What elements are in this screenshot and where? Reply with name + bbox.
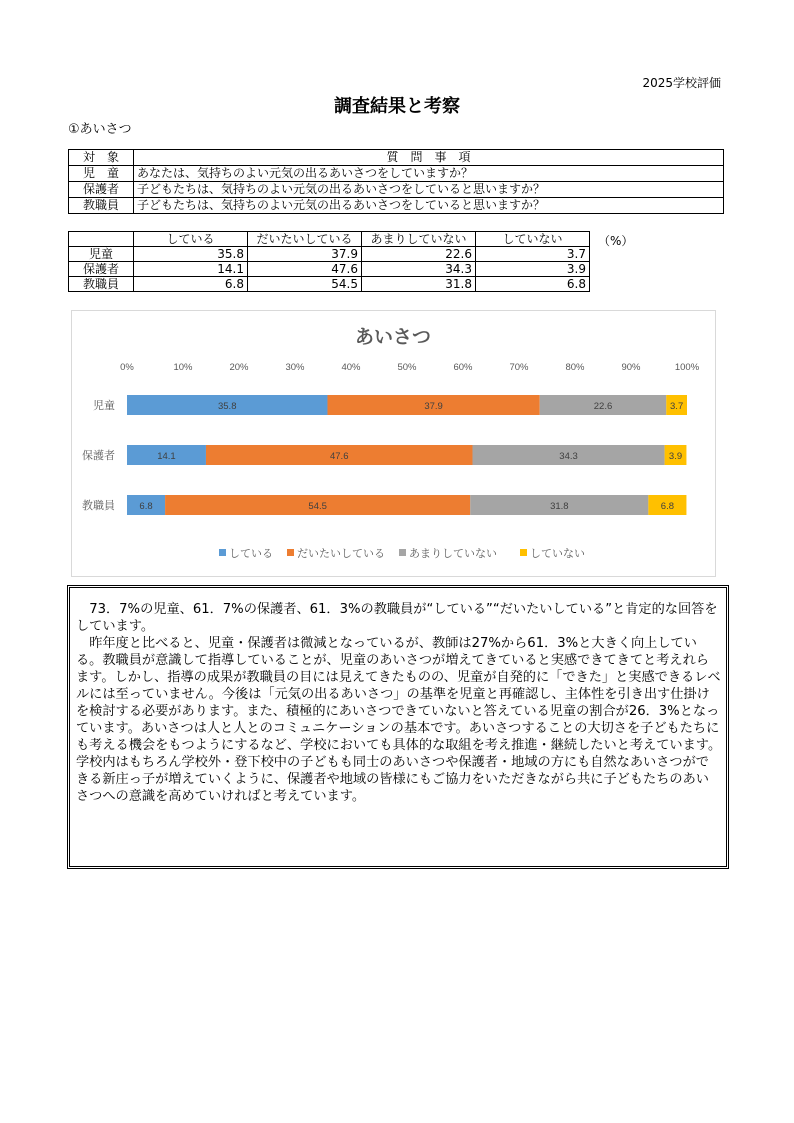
legend-swatch bbox=[520, 549, 527, 556]
x-tick-label: 20% bbox=[229, 362, 249, 373]
value-cell: 54.5 bbox=[248, 277, 362, 292]
x-tick-label: 0% bbox=[120, 362, 134, 373]
data-label: 31.8 bbox=[550, 501, 569, 512]
question-target: 教職員 bbox=[69, 198, 134, 214]
results-corner bbox=[69, 232, 134, 247]
x-tick-label: 90% bbox=[621, 362, 641, 373]
column-header: あまりしていない bbox=[362, 232, 476, 247]
data-label: 22.6 bbox=[593, 401, 613, 412]
question-text: 子どもたちは、気持ちのよい元気の出るあいさつをしていると思いますか？ bbox=[134, 182, 724, 198]
legend-label: していない bbox=[530, 548, 585, 560]
legend-swatch bbox=[399, 549, 406, 556]
category-label: 保護者 bbox=[82, 450, 115, 462]
unit-label: （%） bbox=[598, 234, 634, 248]
discussion-paragraph: 73．7%の児童、61．7%の保護者、61．3%の教職員が“している”“だいたいしている”と肯定的な回答をしています。 bbox=[76, 602, 718, 634]
data-label: 6.8 bbox=[139, 501, 153, 512]
legend-label: あまりしていない bbox=[409, 548, 497, 560]
stacked-bar-chart bbox=[72, 311, 715, 576]
row-label: 保護者 bbox=[69, 262, 134, 277]
legend-swatch bbox=[287, 549, 294, 556]
question-row bbox=[69, 198, 724, 214]
data-label: 14.1 bbox=[157, 451, 176, 462]
question-row bbox=[69, 166, 724, 182]
chart-area bbox=[71, 310, 716, 577]
x-tick-label: 10% bbox=[173, 362, 193, 373]
legend-swatch bbox=[219, 549, 226, 556]
x-tick-label: 70% bbox=[509, 362, 529, 373]
x-tick-label: 80% bbox=[565, 362, 585, 373]
results-row bbox=[69, 277, 590, 292]
data-label: 6.8 bbox=[660, 501, 675, 512]
legend-label: だいたいしている bbox=[297, 548, 385, 560]
value-cell: 22.6 bbox=[362, 247, 476, 262]
results-row bbox=[69, 247, 590, 262]
data-label: 35.8 bbox=[217, 401, 237, 412]
row-label: 児童 bbox=[69, 247, 134, 262]
discussion-paragraph: 昨年度と比べると、児童・保護者は微減となっているが、教師は27%から61．3%と大きく向上している。教職員が意識して指導していることが、児童のあいさつが増えてきていると実感できてきてと考えれらます。しかし、指導の成果が教職員の目には見えてきたものの、児童が自発的に「できた」と実感できるレベルには至っていません。今後は「元気の出るあいさつ」の基準を児童と再確認し、主体性を引き出す仕掛けを検討する必要があります。また、積極的にあいさつできていないと答えている児童の割合が26．3%となっています。あいさつは人と人とのコミュニケーションの基本です。あいさつすることの大切さを子どもたちにも考える機会をもつようにするなど、学校においても具体的な取組を考え推進・継続したいと考えています。学校内はもちろん学校外・登下校中の子どもも同士のあいさつや保護者・地域の方にも自然なあいさつができる新庄っ子が増えていくように、保護者や地域の皆様にもご協力をいただきながら共に子どもたちのあいさつへの意識を高めていければと考えています。 bbox=[76, 636, 722, 804]
data-label: 34.3 bbox=[559, 451, 578, 462]
x-tick-label: 40% bbox=[341, 362, 361, 373]
discussion-box bbox=[67, 585, 729, 869]
section-heading: ①あいさつ bbox=[68, 122, 132, 137]
value-cell: 6.8 bbox=[476, 277, 590, 292]
x-tick-label: 30% bbox=[285, 362, 305, 373]
value-cell: 3.9 bbox=[476, 262, 590, 277]
column-header: だいたいしている bbox=[248, 232, 362, 247]
x-tick-label: 50% bbox=[397, 362, 417, 373]
value-cell: 31.8 bbox=[362, 277, 476, 292]
results-header-row bbox=[69, 232, 590, 247]
question-table-header bbox=[69, 150, 724, 166]
data-label: 37.9 bbox=[424, 401, 443, 412]
category-label: 教職員 bbox=[82, 500, 115, 512]
question-text: あなたは、気持ちのよい元気の出るあいさつをしていますか？ bbox=[134, 166, 724, 182]
x-tick-label: 100% bbox=[674, 362, 700, 373]
value-cell: 35.8 bbox=[134, 247, 248, 262]
results-row bbox=[69, 262, 590, 277]
document-label: 2025学校評価 bbox=[642, 76, 721, 90]
value-cell: 47.6 bbox=[248, 262, 362, 277]
header-question: 質 問 事 項 bbox=[134, 150, 724, 166]
question-table bbox=[68, 149, 724, 214]
x-tick-label: 60% bbox=[453, 362, 473, 373]
value-cell: 3.7 bbox=[476, 247, 590, 262]
value-cell: 37.9 bbox=[248, 247, 362, 262]
category-label: 児童 bbox=[93, 400, 115, 412]
question-text: 子どもたちは、気持ちのよい元気の出るあいさつをしていると思いますか？ bbox=[134, 198, 724, 214]
value-cell: 34.3 bbox=[362, 262, 476, 277]
discussion-body bbox=[76, 601, 722, 805]
question-target: 児 童 bbox=[69, 166, 134, 182]
data-label: 47.6 bbox=[329, 451, 349, 462]
data-label: 54.5 bbox=[308, 501, 327, 512]
data-label: 3.9 bbox=[668, 451, 683, 462]
column-header: していない bbox=[476, 232, 590, 247]
column-header: している bbox=[134, 232, 248, 247]
chart-title: あいさつ bbox=[354, 327, 432, 348]
value-cell: 14.1 bbox=[134, 262, 248, 277]
question-row bbox=[69, 182, 724, 198]
question-target: 保護者 bbox=[69, 182, 134, 198]
header-target: 対 象 bbox=[69, 150, 134, 166]
legend-label: している bbox=[229, 548, 273, 560]
value-cell: 6.8 bbox=[134, 277, 248, 292]
page-title: 調査結果と考察 bbox=[334, 96, 460, 117]
data-label: 3.7 bbox=[670, 401, 684, 412]
results-table bbox=[68, 231, 590, 292]
row-label: 教職員 bbox=[69, 277, 134, 292]
